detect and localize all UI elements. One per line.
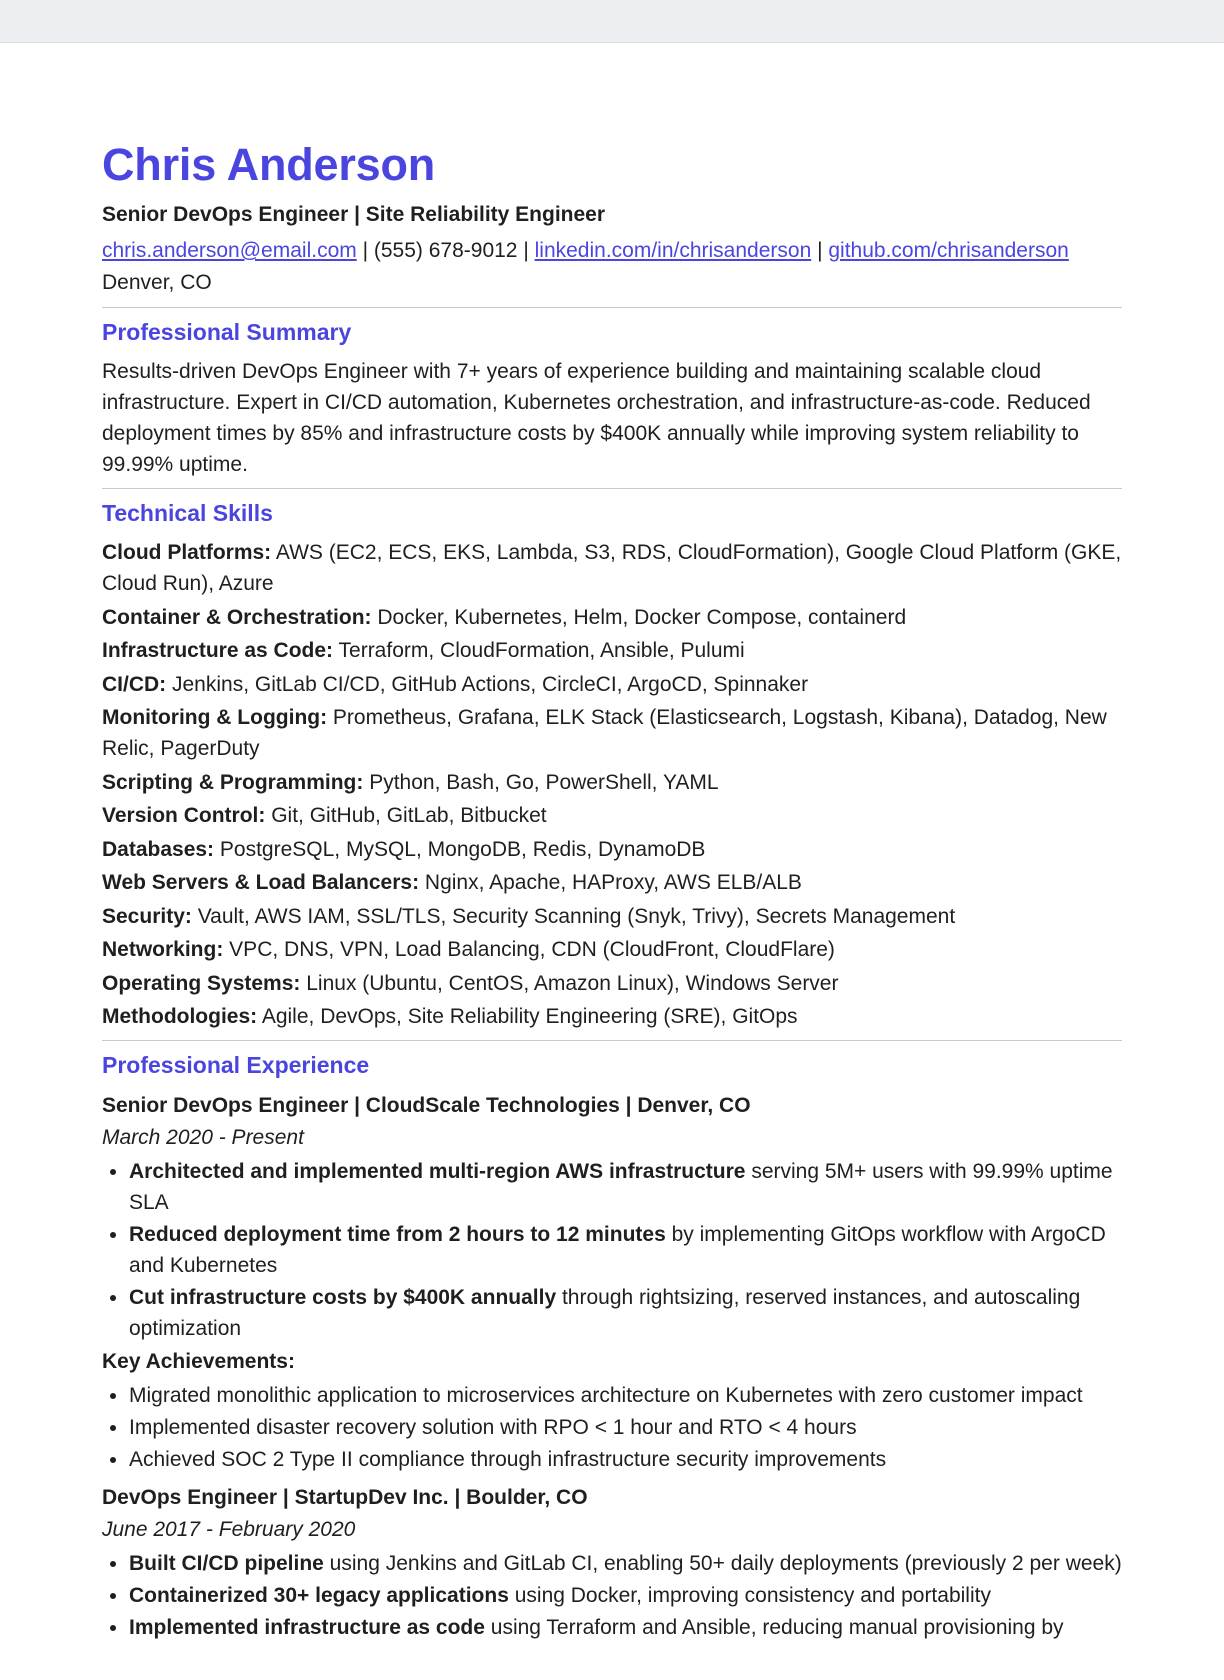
bullet-text: by implementing GitOps workflow with ArgoCD and Kubernetes: [129, 1223, 1106, 1277]
email-link[interactable]: chris.anderson@email.com: [102, 239, 357, 262]
skill-value: Linux (Ubuntu, CentOS, Amazon Linux), Windows Server: [300, 971, 839, 995]
skill-value: Vault, AWS IAM, SSL/TLS, Security Scanning (Snyk, Trivy), Secrets Management: [191, 904, 956, 928]
list-item: [129, 1219, 1122, 1281]
resume-content: [102, 139, 1122, 1644]
skill-label: Monitoring & Logging:: [102, 706, 328, 729]
list-item: • Achieved SOC 2 Type II compliance through infrastructure security improvements: [129, 1444, 1122, 1475]
linkedin-link[interactable]: linkedin.com/in/chrisanderson: [534, 239, 812, 262]
list-item: • Implemented disaster recovery solution with RPO < 1 hour and RTO < 4 hours: [129, 1412, 1122, 1443]
phone-number: (555) 678-9012: [373, 239, 518, 262]
skill-row: [102, 800, 1122, 831]
list-item: [129, 1580, 1122, 1611]
skill-row: [102, 934, 1122, 965]
location: Denver, CO: [102, 271, 212, 294]
skill-value: PostgreSQL, MySQL, MongoDB, Redis, DynamoDB: [214, 837, 706, 861]
skill-row: [102, 635, 1122, 666]
job-title: DevOps Engineer | StartupDev Inc. | Boulder, CO: [102, 1486, 588, 1509]
skill-row: [102, 537, 1122, 599]
section-divider: [102, 307, 1122, 308]
skill-label: CI/CD:: [102, 672, 167, 696]
skill-label: Web Servers & Load Balancers:: [102, 871, 420, 894]
contact-line: [102, 235, 1122, 267]
bullet-text: using Docker, improving consistency and portability: [508, 1584, 991, 1607]
skill-row: [102, 867, 1122, 898]
bullet-bold: Built CI/CD pipeline: [129, 1552, 324, 1575]
skill-value: Nginx, Apache, HAProxy, AWS ELB/ALB: [419, 871, 802, 894]
list-item: [129, 1548, 1122, 1579]
skill-label: Infrastructure as Code:: [102, 639, 334, 662]
achievements-label: Key Achievements:: [102, 1350, 295, 1373]
skill-label: Databases:: [102, 837, 215, 861]
job-dates: March 2020 - Present: [102, 1126, 304, 1149]
section-heading-experience: Professional Experience: [102, 1052, 370, 1078]
bullet-bold: Containerized 30+ legacy applications: [129, 1584, 509, 1607]
section-divider: [102, 1040, 1122, 1041]
job-bullets: [102, 1548, 1122, 1643]
skill-value: Terraform, CloudFormation, Ansible, Pulumi: [333, 639, 745, 662]
bullet-text: through rightsizing, reserved instances, and autoscaling optimization: [129, 1286, 1081, 1340]
bullet-bold: Implemented infrastructure as code: [129, 1616, 485, 1639]
job-entry: [102, 1482, 1122, 1643]
skill-label: Cloud Platforms:: [102, 541, 272, 564]
list-item: [129, 1282, 1122, 1344]
job-entry: [102, 1090, 1122, 1475]
skill-row: [102, 767, 1122, 798]
section-heading-skills: Technical Skills: [102, 500, 273, 526]
job-title: Senior DevOps Engineer | CloudScale Technologies | Denver, CO: [102, 1094, 751, 1117]
skill-label: Operating Systems:: [102, 971, 301, 995]
skill-value: Jenkins, GitLab CI/CD, GitHub Actions, CircleCI, ArgoCD, Spinnaker: [166, 672, 809, 696]
skill-label: Security:: [102, 904, 192, 928]
skill-row: [102, 702, 1122, 764]
candidate-name: Chris Anderson: [102, 139, 436, 190]
list-item: [129, 1612, 1122, 1643]
section-divider: [102, 488, 1122, 489]
bullet-text: using Terraform and Ansible, reducing manual provisioning by: [484, 1616, 1064, 1639]
skill-value: VPC, DNS, VPN, Load Balancing, CDN (CloudFront, CloudFlare): [223, 938, 835, 961]
section-heading-summary: Professional Summary: [102, 319, 352, 345]
skill-row: [102, 602, 1122, 633]
resume-page: [0, 42, 1224, 1680]
skill-row: [102, 669, 1122, 700]
bullet-text: using Jenkins and GitLab CI, enabling 50+ daily deployments (previously 2 per week): [323, 1552, 1122, 1575]
list-item: • Migrated monolithic application to microservices architecture on Kubernetes with zero customer impact: [129, 1380, 1122, 1411]
skill-label: Container & Orchestration:: [102, 605, 372, 629]
skill-row: [102, 834, 1122, 865]
skill-value: Git, GitHub, GitLab, Bitbucket: [265, 804, 547, 827]
skill-row: [102, 968, 1122, 999]
skill-label: Version Control:: [102, 804, 266, 827]
job-bullets: [102, 1156, 1122, 1344]
skill-value: Prometheus, Grafana, ELK Stack (Elasticsearch, Logstash, Kibana), Datadog, New Relic, PagerDuty: [102, 706, 1107, 760]
skill-label: Scripting & Programming:: [102, 770, 364, 794]
skill-value: Agile, DevOps, Site Reliability Engineering (SRE), GitOps: [257, 1005, 798, 1028]
summary-text: Results-driven DevOps Engineer with 7+ years of experience building and maintaining scalable cloud infrastructure. Expert in CI/CD automation, Kubernetes orchestration, and infrastructure-as-code. Reduced deployment times by 85% and infrastructure costs by $400K annually while improving system reliability to 99.99% uptime.: [102, 360, 1091, 476]
github-link[interactable]: github.com/chrisanderson: [828, 239, 1069, 262]
candidate-subtitle: Senior DevOps Engineer | Site Reliability Engineer: [102, 203, 606, 226]
job-dates: June 2017 - February 2020: [102, 1518, 356, 1541]
skill-label: Methodologies:: [102, 1005, 258, 1028]
skill-row: [102, 1001, 1122, 1032]
achievements-list: [102, 1380, 1122, 1475]
skill-value: Python, Bash, Go, PowerShell, YAML: [363, 770, 719, 794]
bullet-bold: Reduced deployment time from 2 hours to 12 minutes: [129, 1223, 666, 1246]
list-item: [129, 1156, 1122, 1218]
bullet-text: serving 5M+ users with 99.99% uptime SLA: [129, 1160, 1113, 1214]
skill-row: [102, 901, 1122, 932]
bullet-bold: Cut infrastructure costs by $400K annually: [129, 1286, 557, 1309]
contact-separator: |: [811, 239, 829, 262]
skill-value: AWS (EC2, ECS, EKS, Lambda, S3, RDS, CloudFormation), Google Cloud Platform (GKE, Cloud Run), Azure: [102, 541, 1122, 595]
skill-value: Docker, Kubernetes, Helm, Docker Compose, containerd: [371, 605, 907, 629]
skill-label: Networking:: [102, 938, 224, 961]
contact-separator: |: [517, 239, 535, 262]
skills-list: [102, 537, 1122, 1032]
contact-separator: |: [356, 239, 374, 262]
bullet-bold: Architected and implemented multi-region AWS infrastructure: [129, 1160, 746, 1183]
